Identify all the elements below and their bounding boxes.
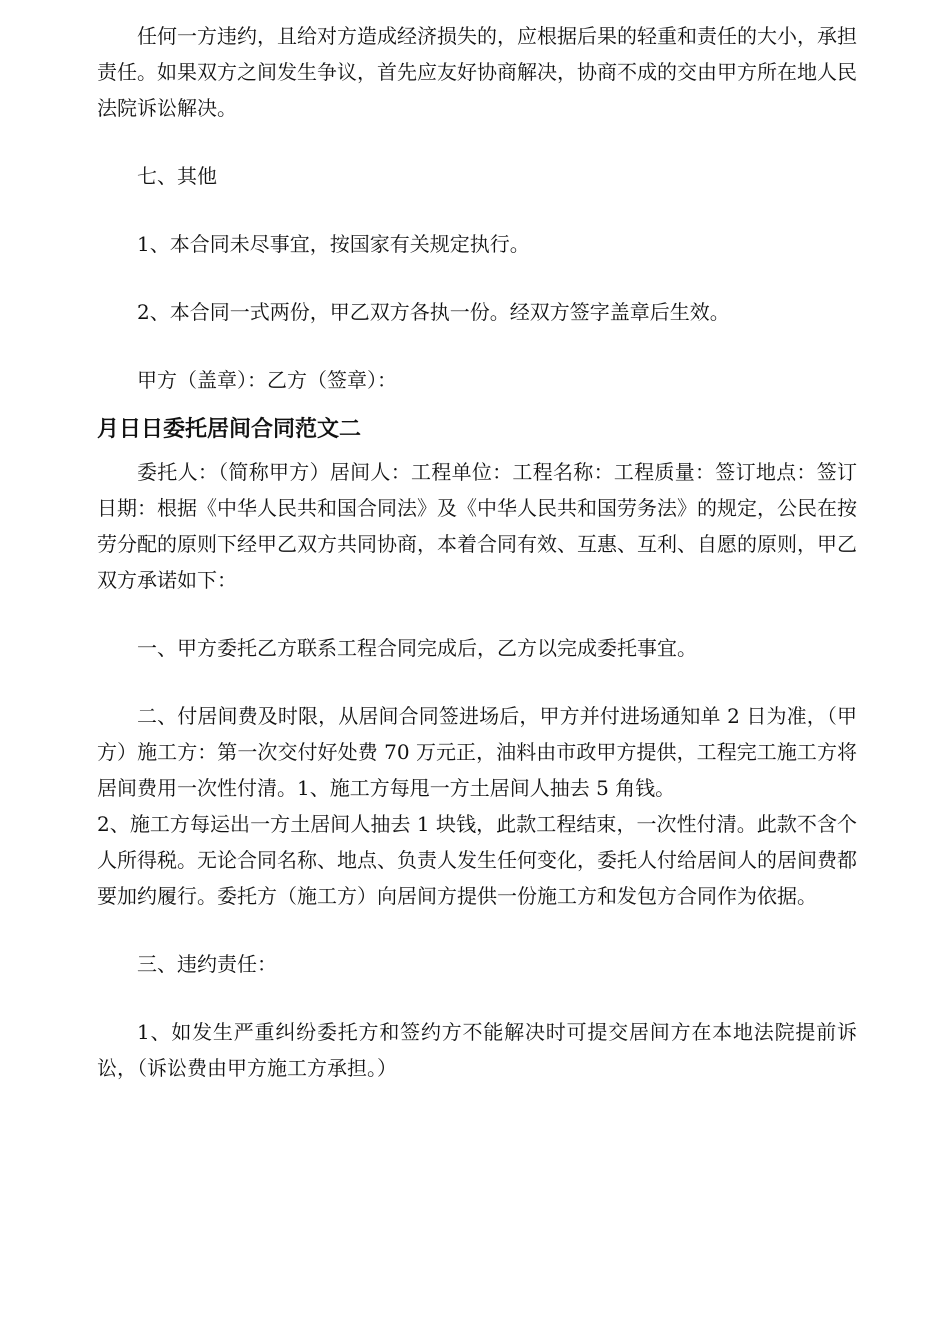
clause-fee-detail-2: 2、施工方每运出一方土居间人抽去 1 块钱，此款工程结束，一次性付清。此款不含个人所得税。无论合同名称、地点、负责人发生任何变化，委托人付给居间人的居间费都要加约履行。委托方（施工方）向居间方提供一份施工方和发包方合同作为依据。	[97, 812, 857, 908]
document-title-sample-two: 月日日委托居间合同范文二	[97, 417, 362, 442]
clause-breach-1-dispute: 1、如发生严重纠纷委托方和签约方不能解决时可提交居间方在本地法院提前诉讼，（诉讼费由甲方施工方承担。）	[97, 1020, 857, 1080]
clause-2-copies: 2、本合同一式两份，甲乙双方各执一份。经双方签字盖章后生效。	[137, 300, 730, 324]
clause-1-unresolved-matters: 1、本合同未尽事宜，按国家有关规定执行。	[137, 232, 530, 256]
clause-two-brokerage-fee: 二、付居间费及时限，从居间合同签进场后，甲方并付进场通知单 2 日为准，（甲方）施工方：第一次交付好处费 70 万元正，油料由市政甲方提供，工程完工施工方将居间费用一次性付清。1、施工方每甩一方土居间人抽去 5 角钱。	[97, 704, 857, 800]
paragraph-parties-intro: 委托人：（简称甲方）居间人：工程单位：工程名称：工程质量：签订地点：签订日期：根据《中华人民共和国合同法》及《中华人民共和国劳务法》的规定，公民在按劳分配的原则下经甲乙双方共同协商，本着合同有效、互惠、互利、自愿的原则，甲乙双方承诺如下：	[97, 460, 857, 592]
signature-line: 甲方（盖章）：乙方（签章）：	[137, 368, 397, 392]
section-heading-other: 七、其他	[137, 164, 217, 188]
document-page	[97, 0, 857, 1086]
paragraph-breach-liability: 任何一方违约，且给对方造成经济损失的，应根据后果的轻重和责任的大小，承担责任。如果双方之间发生争议，首先应友好协商解决，协商不成的交由甲方所在地人民法院诉讼解决。	[97, 24, 857, 120]
section-heading-breach: 三、违约责任：	[137, 952, 277, 976]
clause-one-commission: 一、甲方委托乙方联系工程合同完成后，乙方以完成委托事宜。	[137, 636, 697, 660]
